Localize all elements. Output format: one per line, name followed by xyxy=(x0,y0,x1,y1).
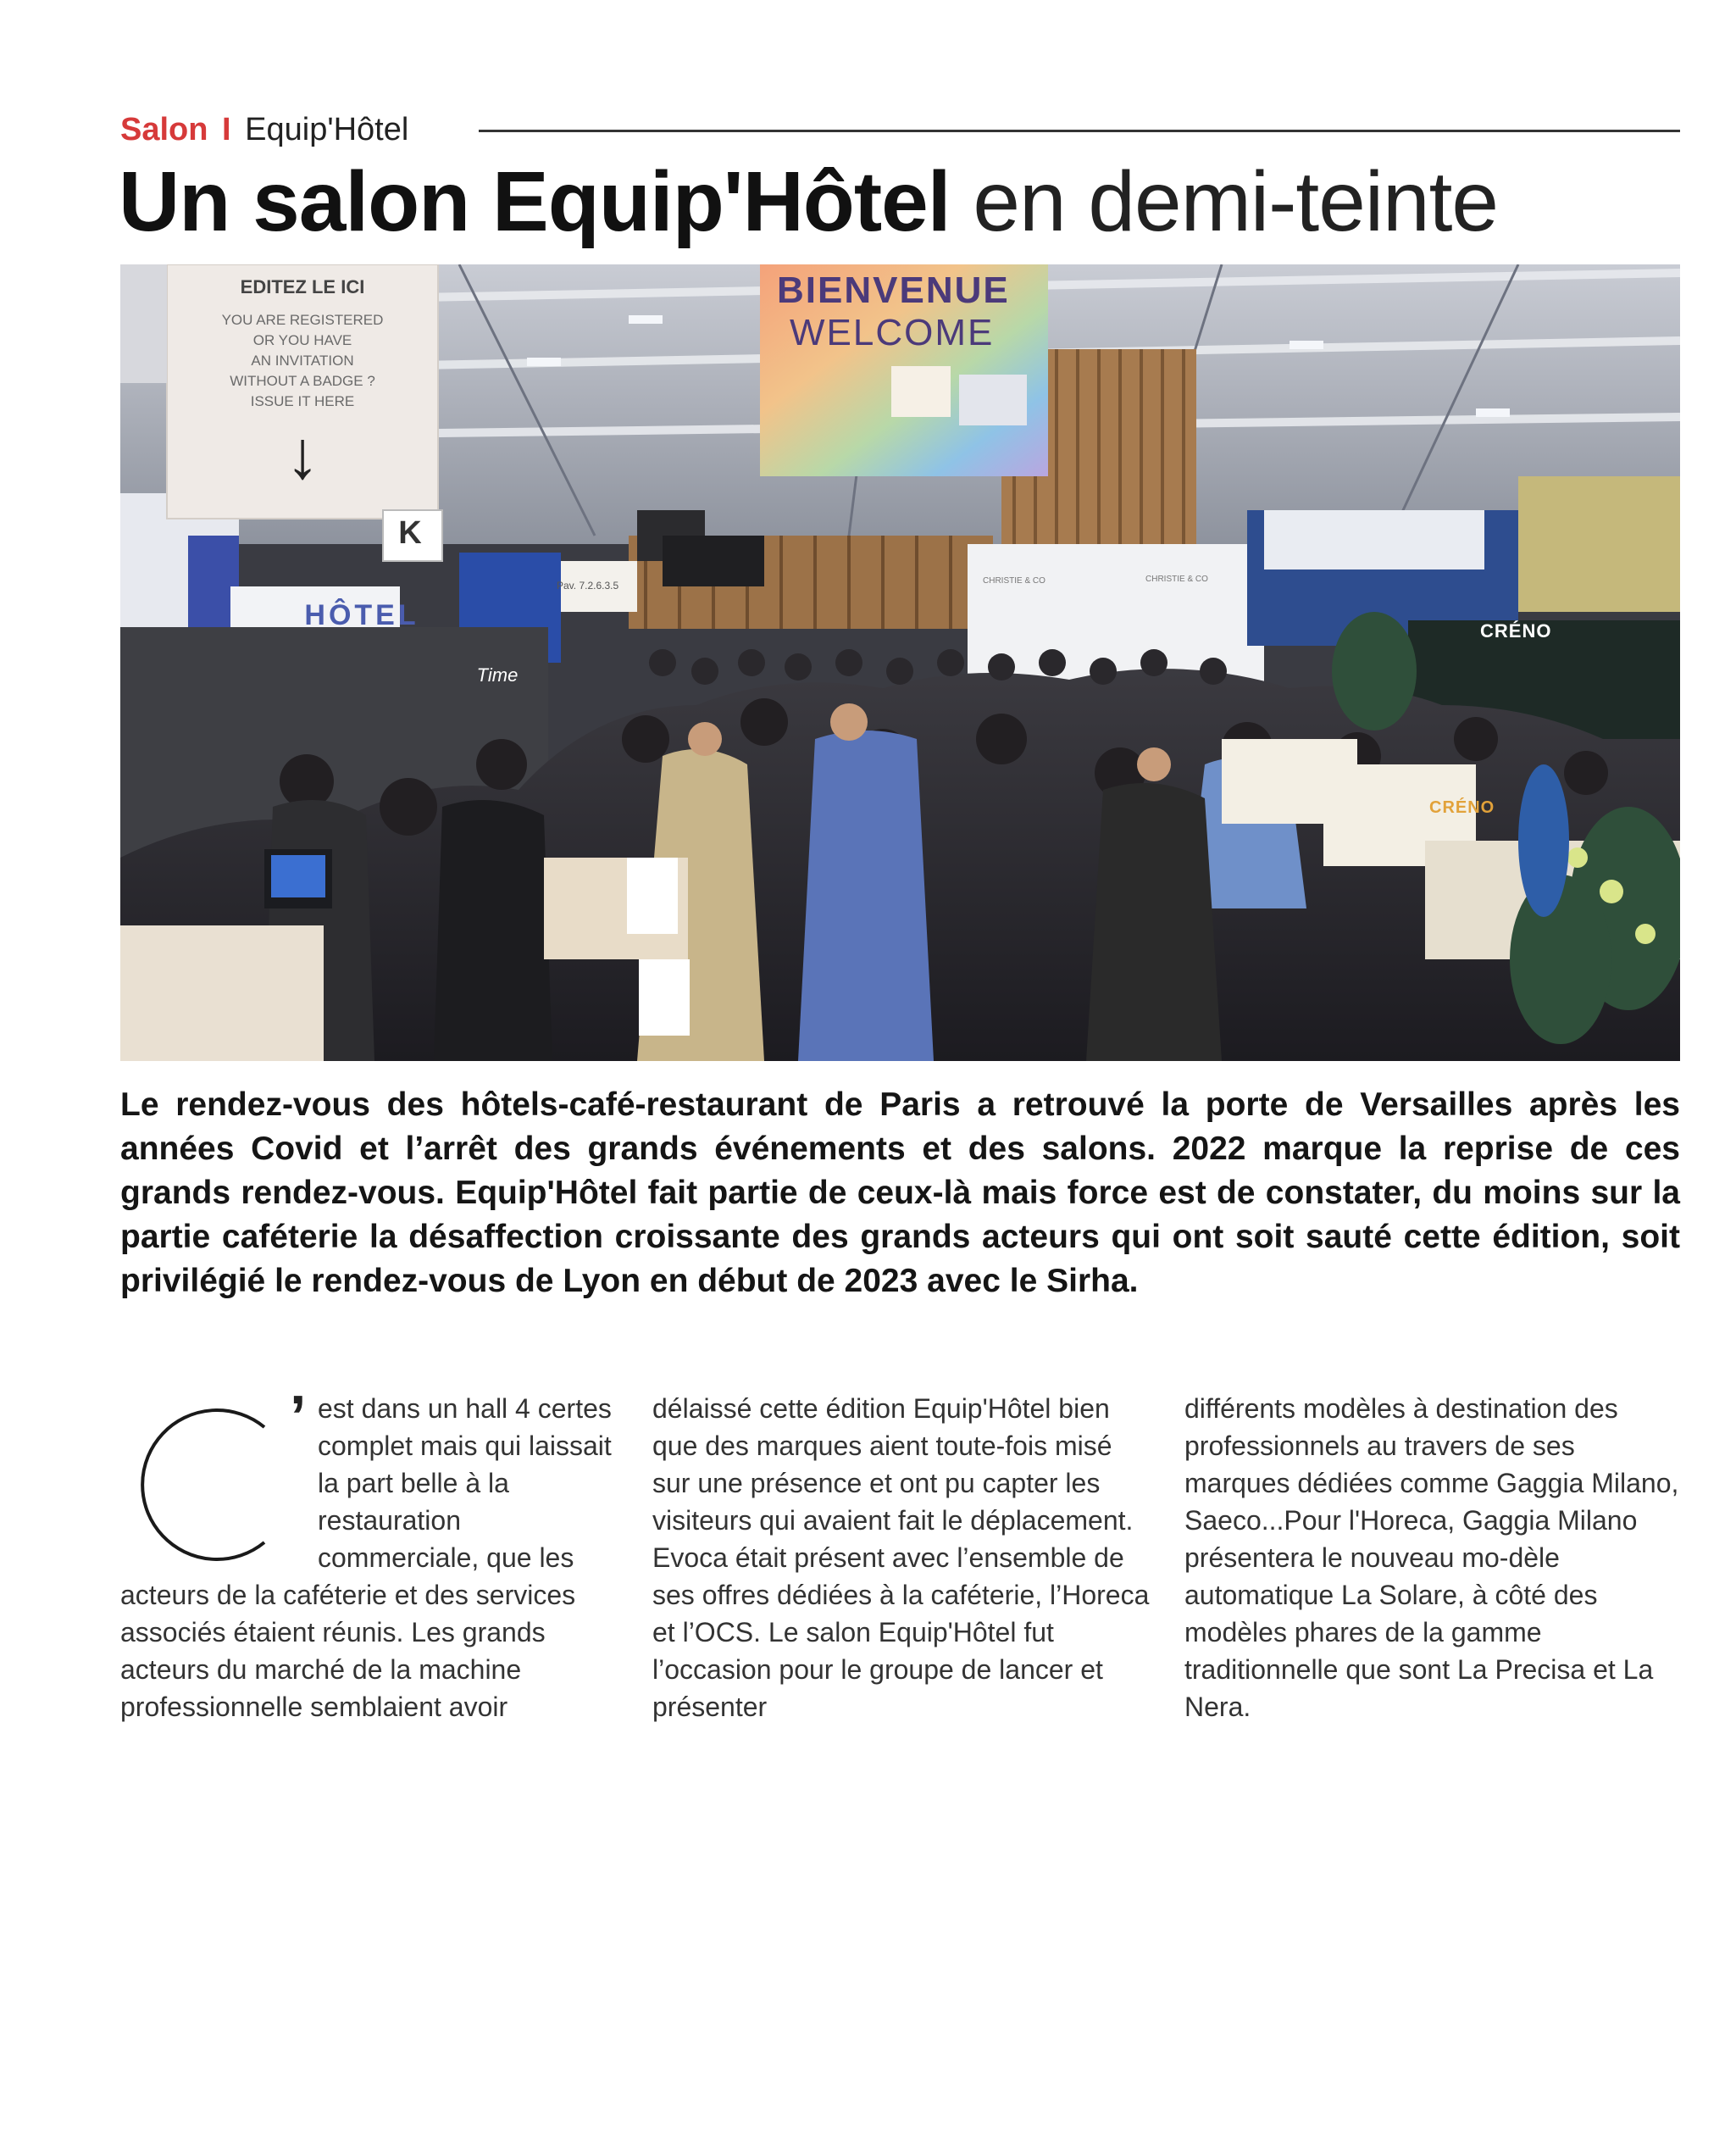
section-separator: I xyxy=(222,112,231,147)
section-rubric xyxy=(120,108,408,151)
drop-cap xyxy=(120,1383,307,1568)
hotel-sign: HÔTEL xyxy=(304,599,419,631)
drop-cap-letter xyxy=(120,1400,290,1570)
article-column-1 xyxy=(120,1383,620,1725)
page-title xyxy=(119,151,1498,253)
article-column-3 xyxy=(1184,1390,1684,1725)
column-1-text: est dans un hall 4 certes complet mais qui laissait la part belle à la restauration commerciale, que les acteurs de la caféterie et des services associés étaient réunis. Les grands acteurs du marché de la machine professionnelle semblaient avoir xyxy=(120,1393,612,1722)
section-name: Salon xyxy=(120,112,208,147)
header-rule xyxy=(479,130,1680,132)
column-2-text: délaissé cette édition Equip'Hôtel bien que des marques aient toute-fois misé sur une présence et ont pu capter les visiteurs qui avaient fait le déplacement. Evoca était présent avec l’ensemble de ses offres dédiées à la caféterie, l’Horeca et l’OCS. Le salon Equip'Hôtel fut l’occasion pour le groupe de lancer et présenter xyxy=(652,1393,1150,1722)
badge-sign-line: WITHOUT A BADGE ? xyxy=(230,373,375,389)
hall-letter: K xyxy=(398,515,422,551)
title-bold: Un salon Equip'Hôtel xyxy=(119,154,951,249)
badge-sign-line: AN INVITATION xyxy=(251,353,354,369)
booth-sign-christie-2: CHRISTIE & CO xyxy=(1145,575,1208,584)
badge-sign-title: EDITEZ LE ICI xyxy=(240,276,365,297)
badge-sign-line: ISSUE IT HERE xyxy=(250,393,355,409)
subsection-name: Equip'Hôtel xyxy=(245,112,409,147)
booth-sign-christie: CHRISTIE & CO xyxy=(983,576,1045,586)
title-light: en demi-teinte xyxy=(973,154,1499,249)
booth-sign-creno-counter: CRÉNO xyxy=(1429,798,1495,817)
column-3-text: différents modèles à destination des professionnels au travers de ses marques dédiées comme Gaggia Milano, Saeco...Pour l'Horeca, Gaggia Milano présentera le nouveau mo-dèle automatique La Solare, à côté des modèles phares de la gamme traditionnelle que sont La Precisa et La Nera. xyxy=(1184,1393,1679,1722)
badge-sign-line: YOU ARE REGISTERED xyxy=(221,312,384,328)
booth-sign-creno: CRÉNO xyxy=(1480,620,1552,642)
welcome-banner-line2: WELCOME xyxy=(790,312,995,353)
article-column-2 xyxy=(652,1390,1152,1725)
drop-cap-letter-text xyxy=(120,1390,121,1427)
time-sign: Time xyxy=(476,664,519,686)
article-lead: Le rendez-vous des hôtels-café-restaurant de Paris a retrouvé la porte de Versailles après les années Covid et l’arrêt des grands événements et des salons. 2022 marque la reprise de ces grands rendez-vous. Equip'Hôtel fait partie de ceux-là mais force est de constater, du moins sur la partie caféterie la désaffection croissante des grands acteurs qui ont soit sauté cette édition, soit privilégié le rendez-vous de Lyon en début de 2023 avec le Sirha. xyxy=(120,1086,1680,1299)
pavilion-sign: Pav. 7.2.6.3.5 xyxy=(557,580,619,592)
drop-cap-apostrophe: ’ xyxy=(290,1383,307,1449)
trade-show-photo xyxy=(120,264,1680,1061)
down-arrow-icon: ↓ xyxy=(286,417,319,492)
badge-sign-line: OR YOU HAVE xyxy=(252,332,352,348)
welcome-banner-line1: BIENVENUE xyxy=(777,269,1010,311)
